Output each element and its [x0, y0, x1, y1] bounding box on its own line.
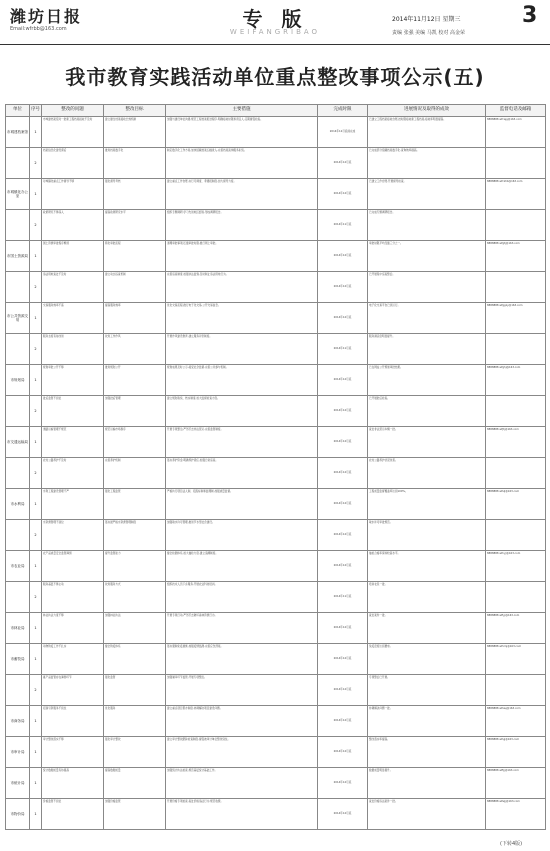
cell-unit: 市国土资源局	[6, 241, 30, 272]
cell-issue: 服务基层不够主动	[42, 582, 104, 613]
cell-goal: 改进服务方式	[104, 582, 166, 613]
cell-measures: 加强屠宰环节监管,开展专项整治。	[166, 675, 318, 706]
cell-deadline: 2014年12月底	[318, 799, 368, 830]
cell-progress: 查处价格违法案件一批。	[368, 799, 486, 830]
editors-line: 责编 张强 美编 马凯 校对 高金荣	[392, 30, 465, 36]
cell-goal: 改进工作作风	[104, 334, 166, 365]
cell-deadline: 2014年11月底	[318, 582, 368, 613]
cell-unit	[6, 396, 30, 427]
cell-deadline: 2014年12月底	[318, 179, 368, 210]
cell-seq: 1	[30, 427, 42, 458]
cell-goal: 简化审批流程	[104, 241, 166, 272]
cell-deadline: 2014年12月底	[318, 551, 368, 582]
cell-goal: 加强林业执法	[104, 613, 166, 644]
cell-contact	[486, 675, 546, 706]
cell-contact: 8888888 wfxmj@163.com	[486, 644, 546, 675]
section-pinyin: WEIFANGRIBAO	[229, 28, 321, 36]
cell-contact	[486, 458, 546, 489]
table-row	[6, 241, 546, 272]
cell-issue: 招商引资服务不到位	[42, 706, 104, 737]
newspaper-logo: 潍坊日报	[10, 7, 83, 26]
cell-unit: 市审计局	[6, 737, 30, 768]
table-row	[6, 272, 546, 303]
cell-deadline: 2014年12月底	[318, 768, 368, 799]
masthead	[0, 0, 550, 45]
header-deadline: 完成时限	[318, 105, 368, 117]
cell-seq: 1	[30, 179, 42, 210]
cell-issue: 国土资源审批程序繁琐	[42, 241, 104, 272]
table-row	[6, 489, 546, 520]
continued-note: (下转4版)	[500, 841, 523, 847]
cell-deadline: 2014年12月底	[318, 644, 368, 675]
cell-progress: 已开展批后检查。	[368, 396, 486, 427]
cell-seq: 2	[30, 210, 42, 241]
cell-goal: 健全防疫体系	[104, 644, 166, 675]
rectification-table	[5, 104, 546, 830]
table-row	[6, 396, 546, 427]
cell-goal: 建立健全档案接收长效机制	[104, 117, 166, 148]
cell-issue: 统计数据质量有待提高	[42, 768, 104, 799]
cell-unit: 市统计局	[6, 768, 30, 799]
cell-seq: 2	[30, 582, 42, 613]
cell-measures: 开展专项整治,严厉打击非法营运,完善监管制度。	[166, 427, 318, 458]
cell-seq: 1	[30, 706, 42, 737]
cell-contact: 8888888 wfczhb@163.com	[486, 179, 546, 210]
cell-issue: 价格监管不到位	[42, 799, 104, 830]
cell-deadline: 2014年12月底	[318, 272, 368, 303]
cell-measures: 制定数字化工作方案,加快馆藏档案扫描录入,完善档案查询服务系统。	[166, 148, 318, 179]
cell-seq: 1	[30, 799, 42, 830]
cell-issue: 违法用地查处不及时	[42, 272, 104, 303]
cell-deadline: 2014年12月底	[318, 458, 368, 489]
cell-progress: 取水许可审批规范。	[368, 520, 486, 551]
cell-measures: 落实强制免疫措施,加强疫情监测,完善应急预案。	[166, 644, 318, 675]
issue-date: 2014年11月12日 星期三	[392, 16, 461, 23]
header-goal: 整改目标	[104, 105, 166, 117]
table-row	[6, 737, 546, 768]
cell-deadline: 2014年12月底前完成	[318, 117, 368, 148]
header-progress: 进展情况及取得的成效	[368, 105, 486, 117]
cell-deadline: 2014年12月底	[318, 148, 368, 179]
cell-unit: 市交通运输局	[6, 427, 30, 458]
cell-seq: 1	[30, 644, 42, 675]
cell-progress: 服务满意度明显提升。	[368, 334, 486, 365]
cell-unit: 市规划局	[6, 365, 30, 396]
cell-deadline: 2014年12月底	[318, 396, 368, 427]
cell-progress: 工程质量监督覆盖率达到100%。	[368, 489, 486, 520]
cell-seq: 1	[30, 768, 42, 799]
cell-goal: 提高政策研究水平	[104, 210, 166, 241]
cell-progress: 已完成部分馆藏档案数字化,查询效率提高。	[368, 148, 486, 179]
cell-unit	[6, 148, 30, 179]
cell-progress: 已建立工程档案接收台账,按时限接收新工程档案,接收率明显提高。	[368, 117, 486, 148]
page-number: 3	[522, 3, 538, 28]
cell-contact	[486, 148, 546, 179]
cell-measures: 加强取水许可管理,推进节水型社会建设。	[166, 520, 318, 551]
table-row	[6, 675, 546, 706]
cell-goal: 强化督导考核	[104, 179, 166, 210]
cell-contact: 8888888 wfggzy@163.com	[486, 303, 546, 334]
cell-contact: 8888888 wfghj@163.com	[486, 365, 546, 396]
table-row	[6, 551, 546, 582]
cell-issue: 畜产品监管存在薄弱环节	[42, 675, 104, 706]
table-row	[6, 334, 546, 365]
cell-progress: 免疫密度达到要求。	[368, 644, 486, 675]
cell-measures: 加强统计执法检查,规范基层统计基础工作。	[166, 768, 318, 799]
cell-goal: 推进规划公开	[104, 365, 166, 396]
cell-deadline: 2014年11月底	[318, 210, 368, 241]
cell-progress: 抽检合格率保持较高水平。	[368, 551, 486, 582]
cell-measures: 清理审批事项,压缩审批时限,推行网上审批。	[166, 241, 318, 272]
headline: 我市教育实践活动单位重点整改事项公示(五)	[65, 65, 485, 89]
cell-measures: 建立重点工作台账,实行月调度、季通报制度,加大督导力度。	[166, 179, 318, 210]
cell-unit: 市商务局	[6, 706, 30, 737]
cell-deadline: 2014年12月底	[318, 613, 368, 644]
cell-seq: 1	[30, 117, 42, 148]
cell-seq: 2	[30, 675, 42, 706]
cell-goal: 强化审计整改	[104, 737, 166, 768]
cell-issue: 道路运输管理不规范	[42, 427, 104, 458]
cell-deadline: 2014年12月底	[318, 427, 368, 458]
cell-contact: 8888888 wfnyj@163.com	[486, 551, 546, 582]
cell-seq: 1	[30, 489, 42, 520]
cell-issue: 审计整改落实不够	[42, 737, 104, 768]
cell-issue: 服务态度有待改进	[42, 334, 104, 365]
cell-goal: 强化监管	[104, 675, 166, 706]
cell-measures: 组织专题调研,学习先进地区经验,形成调研报告。	[166, 210, 318, 241]
cell-contact: 8888888 wfjtj@163.com	[486, 427, 546, 458]
cell-measures: 开展价格专项检查,查处价格违法行为,规范收费。	[166, 799, 318, 830]
cell-seq: 1	[30, 365, 42, 396]
cell-measures: 加强与建设单位沟通,规范工程档案报送程序,明确接收时限和责任人,定期督促检查。	[166, 117, 318, 148]
cell-goal: 规范运输市场秩序	[104, 427, 166, 458]
header-unit: 单位	[6, 105, 30, 117]
cell-progress: 整改落实率提高。	[368, 737, 486, 768]
table-row	[6, 613, 546, 644]
cell-progress: 已在网站公开规划审批结果。	[368, 365, 486, 396]
cell-goal: 建立动态巡查机制	[104, 272, 166, 303]
cell-goal: 强化工程监管	[104, 489, 166, 520]
cell-contact: 8888888 wfwjj@163.com	[486, 799, 546, 830]
cell-issue: 市城建档案馆对一批新工程档案接收不及时	[42, 117, 104, 148]
cell-seq: 2	[30, 520, 42, 551]
cell-unit: 市畜牧局	[6, 644, 30, 675]
header-issue: 整改的问题	[42, 105, 104, 117]
cell-progress: 专项整治已开展。	[368, 675, 486, 706]
cell-contact	[486, 396, 546, 427]
cell-deadline: 2014年11月底	[318, 334, 368, 365]
cell-goal: 提高服务效率	[104, 303, 166, 334]
cell-deadline: 2014年12月底	[318, 520, 368, 551]
cell-issue: 批后监管不到位	[42, 396, 104, 427]
cell-contact	[486, 272, 546, 303]
cell-seq: 2	[30, 458, 42, 489]
cell-measures: 建立规划验线、核实制度,加大监督检查力度。	[166, 396, 318, 427]
cell-progress: 已建立工作台账,开展督导检查。	[368, 179, 486, 210]
cell-goal: 加强批后管理	[104, 396, 166, 427]
cell-seq: 2	[30, 396, 42, 427]
cell-deadline: 2014年12月底	[318, 675, 368, 706]
cell-unit: 市公共资源交易	[6, 303, 30, 334]
cell-unit: 市城建档案馆	[6, 117, 30, 148]
cell-progress: 审批时限平均压缩三分之一。	[368, 241, 486, 272]
table-row	[6, 706, 546, 737]
cell-seq: 1	[30, 303, 42, 334]
header-measures: 主要措施	[166, 105, 318, 117]
table-row	[6, 210, 546, 241]
cell-measures: 健全检测体系,加大抽检力度,建立追溯制度。	[166, 551, 318, 582]
cell-unit: 市林业局	[6, 613, 30, 644]
cell-measures: 建立重点项目帮办制度,协调解决项目建设问题。	[166, 706, 318, 737]
cell-unit	[6, 582, 30, 613]
cell-issue: 农产品质量安全监管薄弱	[42, 551, 104, 582]
cell-seq: 2	[30, 334, 42, 365]
cell-deadline: 2014年12月底	[318, 241, 368, 272]
cell-unit	[6, 458, 30, 489]
table-row	[6, 520, 546, 551]
cell-issue: 交易服务效率不高	[42, 303, 104, 334]
cell-measures: 规划成果及时公示,接受社会监督,完善公众参与机制。	[166, 365, 318, 396]
cell-deadline: 2014年12月底	[318, 737, 368, 768]
cell-unit: 市水利局	[6, 489, 30, 520]
cell-issue: 林业执法力度不够	[42, 613, 104, 644]
cell-issue: 水资源管理不到位	[42, 520, 104, 551]
cell-issue: 规划审批公开不够	[42, 365, 104, 396]
cell-unit: 市城镇化办公室	[6, 179, 30, 210]
table-row	[6, 303, 546, 334]
cell-seq: 1	[30, 737, 42, 768]
cell-measures: 严格执行项目法人制、招投标制和监理制,加强质量监督。	[166, 489, 318, 520]
cell-measures: 开展作风建设教育,建立服务评价制度。	[166, 334, 318, 365]
table-row	[6, 458, 546, 489]
cell-measures: 建立审计整改跟踪检查制度,督促被审计单位整改到位。	[166, 737, 318, 768]
cell-unit	[6, 210, 30, 241]
cell-goal: 推进档案数字化	[104, 148, 166, 179]
cell-seq: 2	[30, 272, 42, 303]
table-row	[6, 427, 546, 458]
table-row	[6, 365, 546, 396]
section-title: 专 版	[242, 7, 308, 31]
cell-progress: 数据质量明显提升。	[368, 768, 486, 799]
cell-goal: 完善养护机制	[104, 458, 166, 489]
cell-progress: 查处案件一批。	[368, 613, 486, 644]
table-row	[6, 768, 546, 799]
cell-progress: 已开展集中巡查整治。	[368, 272, 486, 303]
cell-issue: 水利工程建设管理不严	[42, 489, 104, 520]
cell-issue: 档案信息化建设滞后	[42, 148, 104, 179]
cell-issue: 对城镇化重点工作督导不够	[42, 179, 104, 210]
table-row	[6, 644, 546, 675]
cell-contact	[486, 520, 546, 551]
table-row	[6, 799, 546, 830]
newspaper-email: Email:wfrbb@163.com	[10, 26, 67, 32]
cell-goal: 提高数据质量	[104, 768, 166, 799]
cell-contact: 8888888 wfslj@163.com	[486, 489, 546, 520]
cell-contact	[486, 334, 546, 365]
header-contact: 监督电话及邮箱	[486, 105, 546, 117]
cell-unit: 市农业局	[6, 551, 30, 582]
cell-deadline: 2014年12月底	[318, 706, 368, 737]
cell-contact: 8888888 wfgtj@163.com	[486, 241, 546, 272]
cell-unit	[6, 334, 30, 365]
cell-progress: 协调解决问题一批。	[368, 706, 486, 737]
cell-seq: 1	[30, 241, 42, 272]
cell-seq: 2	[30, 148, 42, 179]
table-row	[6, 179, 546, 210]
cell-progress: 农村公路养护状况改善。	[368, 458, 486, 489]
table-body	[6, 117, 546, 830]
cell-measures: 完善巡查制度,加强执法监察,及时制止违法用地行为。	[166, 272, 318, 303]
cell-progress: 查处非法营运车辆一批。	[368, 427, 486, 458]
cell-progress: 已完成专题调研报告。	[368, 210, 486, 241]
cell-unit: 市物价局	[6, 799, 30, 830]
cell-progress: 培训农民一批。	[368, 582, 486, 613]
cell-contact: 8888888 wfcajg@163.com	[486, 117, 546, 148]
table-header-row	[6, 105, 546, 117]
cell-contact	[486, 210, 546, 241]
cell-contact	[486, 582, 546, 613]
cell-goal: 提升监管能力	[104, 551, 166, 582]
cell-contact: 8888888 wflyj@163.com	[486, 613, 546, 644]
cell-deadline: 2014年12月底	[318, 365, 368, 396]
cell-contact: 8888888 wftjj@163.com	[486, 768, 546, 799]
cell-progress: 电子化交易平台已试运行。	[368, 303, 486, 334]
cell-measures: 优化交易流程,推行电子化交易,公开交易信息。	[166, 303, 318, 334]
table-row	[6, 582, 546, 613]
cell-contact: 8888888 wfswj@163.com	[486, 706, 546, 737]
cell-contact: 8888888 wfsjj@163.com	[486, 737, 546, 768]
header-seq: 序号	[30, 105, 42, 117]
table-row	[6, 148, 546, 179]
cell-issue: 动物防疫工作不扎实	[42, 644, 104, 675]
cell-goal: 加强价格监管	[104, 799, 166, 830]
cell-deadline: 2014年12月底	[318, 303, 368, 334]
cell-measures: 落实养护资金,明确养护责任,加强日常巡查。	[166, 458, 318, 489]
cell-unit	[6, 520, 30, 551]
cell-issue: 农村公路养护不及时	[42, 458, 104, 489]
cell-measures: 开展专项行动,严厉打击破坏森林资源行为。	[166, 613, 318, 644]
cell-deadline: 2014年12月底	[318, 489, 368, 520]
cell-measures: 组织技术人员下乡服务,开展农业科技培训。	[166, 582, 318, 613]
cell-issue: 政策研究不够深入	[42, 210, 104, 241]
cell-unit	[6, 675, 30, 706]
cell-unit	[6, 272, 30, 303]
cell-seq: 1	[30, 551, 42, 582]
cell-seq: 1	[30, 613, 42, 644]
table-row	[6, 117, 546, 148]
cell-goal: 落实最严格水资源管理制度	[104, 520, 166, 551]
cell-goal: 优化服务	[104, 706, 166, 737]
